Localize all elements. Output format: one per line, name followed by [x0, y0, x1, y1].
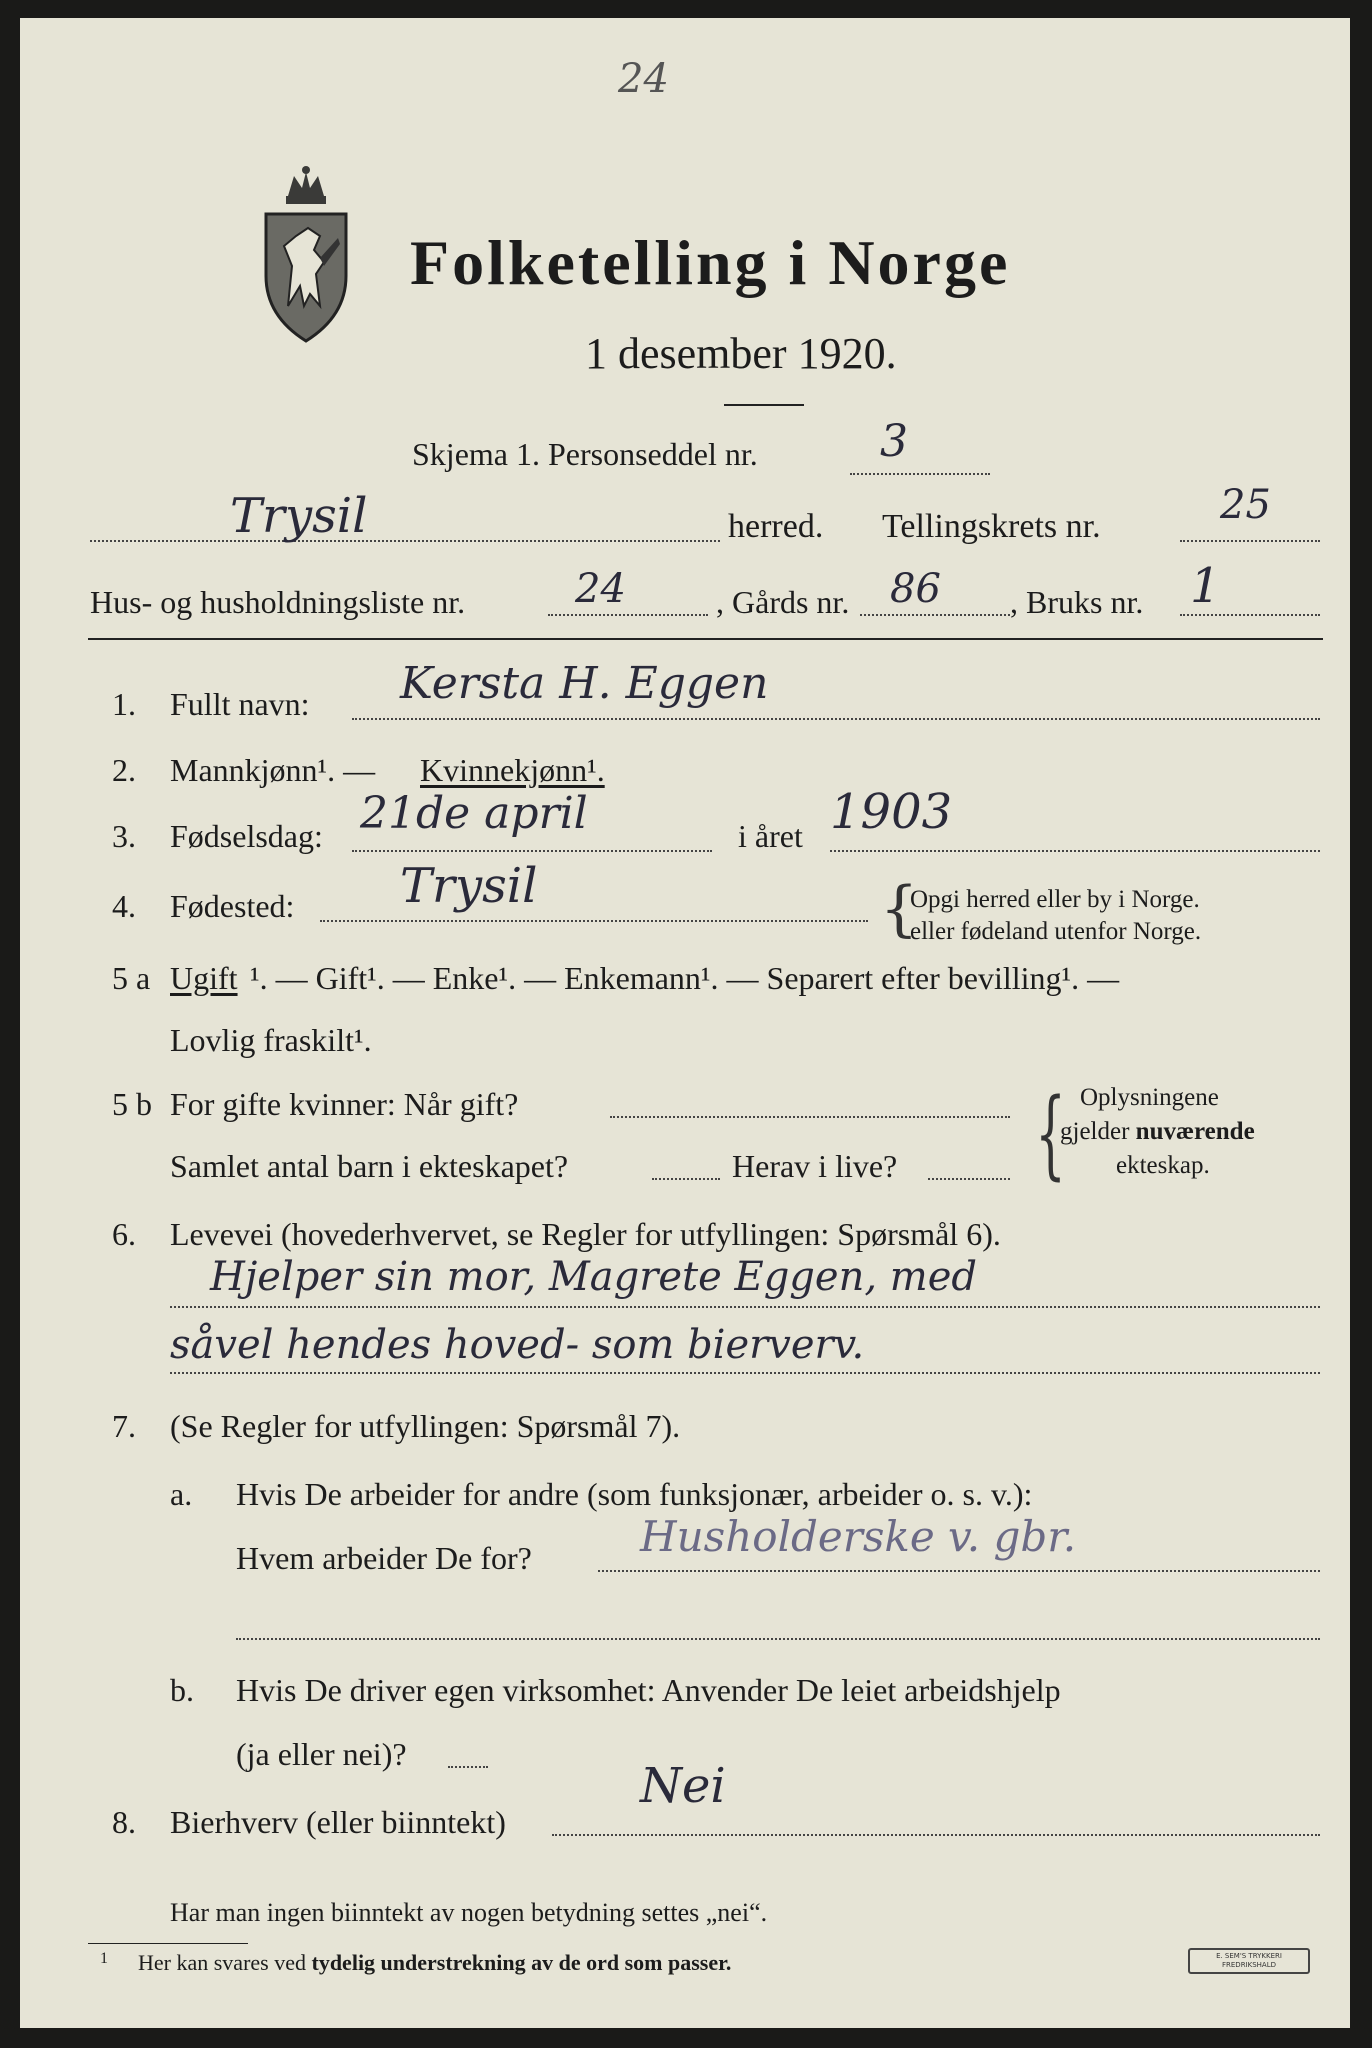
- header-rule: [88, 638, 1323, 640]
- q6-answer-2: såvel hendes hoved- som bierverv.: [170, 1322, 865, 1368]
- form-title: Folketelling i Norge: [410, 227, 1011, 298]
- q5b-note-2b: nuværende: [1135, 1118, 1255, 1145]
- q6-dotline-2: [170, 1372, 1320, 1374]
- q2-number: 2.: [112, 752, 136, 788]
- herred-value: Trysil: [230, 488, 368, 544]
- footnote-number: 1: [100, 1950, 108, 1967]
- herred-dotline: [90, 540, 720, 542]
- q3-label: Fødselsdag:: [170, 818, 323, 854]
- q4-note-2: eller fødeland utenfor Norge.: [910, 918, 1202, 945]
- q3-answer: 21de april: [360, 788, 588, 839]
- q8-answer: Nei: [640, 1758, 726, 1814]
- printer-stamp: [1188, 1948, 1310, 1974]
- q7a-dotline-2: [236, 1638, 1320, 1640]
- bruks-value: 1: [1190, 558, 1221, 614]
- q8-dotline: [552, 1834, 1320, 1836]
- q1-number: 1.: [112, 686, 136, 722]
- q5a-options: ¹. — Gift¹. — Enke¹. — Enkemann¹. — Separert efter bevilling¹. —: [250, 960, 1120, 996]
- q4-label: Fødested:: [170, 888, 295, 924]
- q7b-number: b.: [170, 1672, 194, 1708]
- q4-answer: Trysil: [400, 858, 538, 914]
- liste-value: 24: [575, 566, 626, 612]
- q5b-note-1: Oplysningene: [1080, 1084, 1219, 1111]
- q7a-answer: Husholderske v. gbr.: [640, 1512, 1077, 1561]
- printer-stamp-line-2: FREDRIKSHALD: [1221, 1961, 1276, 1969]
- q7-number: 7.: [112, 1408, 136, 1444]
- gards-value: 86: [890, 566, 941, 612]
- q2-female-label: Kvinnekjønn¹.: [420, 752, 605, 788]
- q1-label: Fullt navn:: [170, 686, 310, 722]
- footnote-rule: [88, 1943, 248, 1944]
- q7b-dotline: [448, 1766, 488, 1768]
- q3-year: 1903: [830, 784, 953, 840]
- q5b-note-2a: gjelder: [1060, 1118, 1136, 1145]
- q5b-label-1: For gifte kvinner: Når gift?: [170, 1086, 519, 1122]
- q4-number: 4.: [112, 888, 136, 924]
- q7a-dotline-1: [598, 1570, 1320, 1572]
- q5b-note-3: ekteskap.: [1116, 1152, 1210, 1179]
- page-number: 24: [618, 56, 669, 102]
- q3-year-dotline: [830, 850, 1320, 852]
- printer-stamp-line-1: E. SEM'S TRYKKERI: [1216, 1952, 1282, 1960]
- q8-label: Bierhverv (eller biinntekt): [170, 1804, 506, 1840]
- footer-note: Har man ingen biinntekt av nogen betydning settes „nei“.: [170, 1898, 768, 1927]
- q1-dotline: [352, 718, 1320, 720]
- q5b-bracket: {: [1035, 1078, 1066, 1190]
- schema-label: Skjema 1. Personseddel nr.: [412, 436, 758, 472]
- herred-label: herred.: [728, 508, 824, 545]
- q3-year-label: i året: [738, 818, 803, 854]
- q3-dotline: [352, 850, 712, 852]
- q6-label: Levevei (hovederhvervet, se Regler for utfyllingen: Spørsmål 6).: [170, 1216, 1001, 1252]
- q7a-number: a.: [170, 1476, 193, 1512]
- q4-note-1: Opgi herred eller by i Norge.: [910, 886, 1200, 913]
- q7b-question: (ja eller nei)?: [236, 1736, 407, 1772]
- gards-dotline: [860, 614, 1010, 616]
- q2-male-label: Mannkjønn¹. —: [170, 752, 376, 788]
- q5b-number: 5 b: [112, 1086, 152, 1122]
- gards-label: , Gårds nr.: [716, 584, 850, 620]
- q5a-ugift: Ugift: [170, 960, 238, 996]
- liste-label: Hus- og husholdningsliste nr.: [90, 584, 466, 620]
- q5b-label-3: Herav i live?: [732, 1148, 898, 1184]
- form-date: 1 desember 1920.: [585, 329, 897, 378]
- q6-number: 6.: [112, 1216, 136, 1252]
- q7-label: (Se Regler for utfyllingen: Spørsmål 7).: [170, 1408, 681, 1444]
- q5a-number: 5 a: [112, 960, 151, 996]
- q5b-dotline-3: [928, 1178, 1010, 1180]
- footnote-text-a: Her kan svares ved: [138, 1950, 312, 1975]
- q4-dotline: [320, 920, 868, 922]
- q5a-line2: Lovlig fraskilt¹.: [170, 1022, 372, 1058]
- tellingskrets-dotline: [1180, 540, 1320, 542]
- q7a-label: Hvis De arbeider for andre (som funksjonær, arbeider o. s. v.):: [236, 1476, 1033, 1512]
- title-divider: [724, 404, 804, 406]
- q5b-dotline-1: [610, 1116, 1010, 1118]
- q3-number: 3.: [112, 818, 136, 854]
- schema-dotline: [850, 473, 990, 475]
- q5b-label-2: Samlet antal barn i ekteskapet?: [170, 1148, 569, 1184]
- q7a-question: Hvem arbeider De for?: [236, 1540, 532, 1576]
- bruks-dotline: [1180, 614, 1320, 616]
- q1-answer: Kersta H. Eggen: [400, 658, 769, 709]
- q7b-label: Hvis De driver egen virksomhet: Anvender De leiet arbeidshjelp: [236, 1672, 1061, 1708]
- q8-number: 8.: [112, 1804, 136, 1840]
- q6-answer-1: Hjelper sin mor, Magrete Eggen, med: [210, 1254, 977, 1300]
- q6-dotline-1: [170, 1306, 1320, 1308]
- liste-dotline: [548, 614, 708, 616]
- schema-number: 3: [880, 416, 908, 467]
- q4-bracket: {: [880, 874, 919, 944]
- census-form-page: [20, 18, 1350, 2028]
- tellingskrets-label: Tellingskrets nr.: [882, 508, 1101, 545]
- q5b-dotline-2: [652, 1178, 720, 1180]
- coat-of-arms-icon: [258, 166, 354, 350]
- bruks-label: , Bruks nr.: [1010, 584, 1144, 620]
- footnote-text-b: tydelig understrekning av de ord som passer.: [311, 1950, 732, 1975]
- tellingskrets-value: 25: [1220, 482, 1271, 528]
